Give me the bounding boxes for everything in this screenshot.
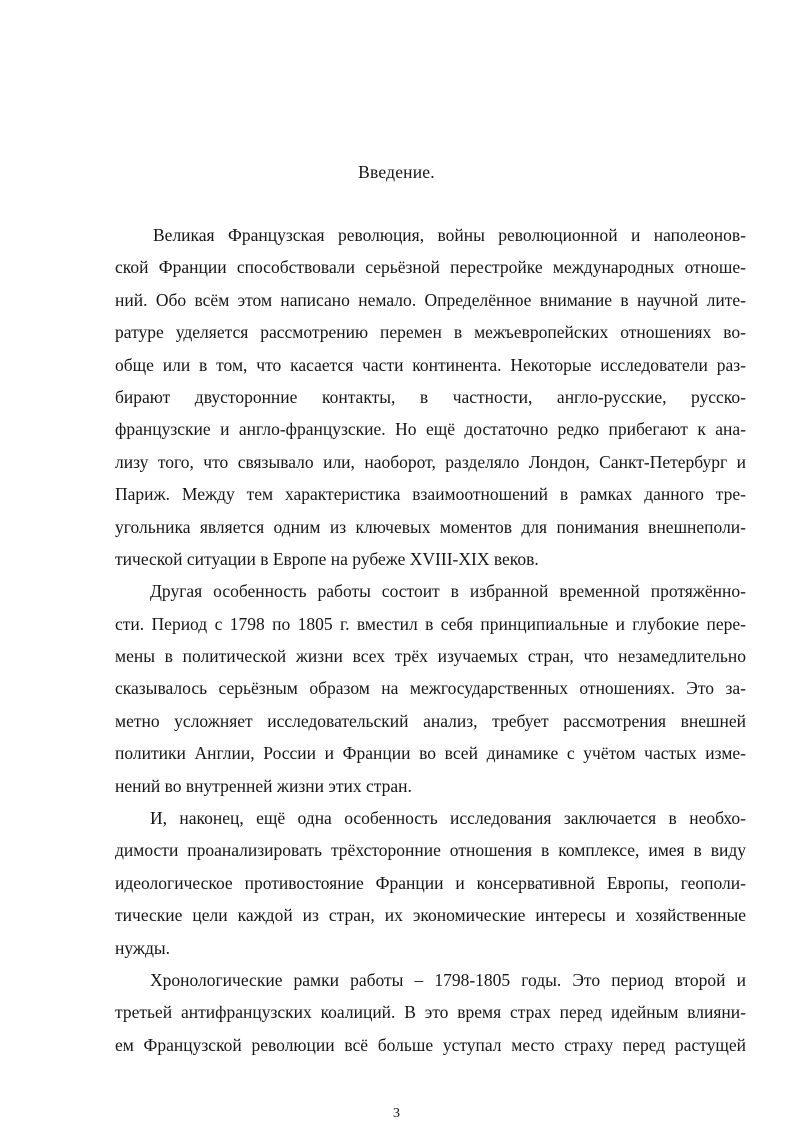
text-line: ратуре уделяется рассмотрению перемен в межъевропейских отношениях во- bbox=[115, 322, 746, 343]
text-line: Другая особенность работы состоит в избранной временной протяжённо- bbox=[150, 581, 746, 602]
text-line: метно усложняет исследовательский анализ, требует рассмотрения внешней bbox=[115, 710, 746, 731]
text-line: ской Франции способствовали серьёзной перестройке международных отноше- bbox=[115, 257, 746, 278]
text-line: Великая Французская революция, войны революционной и наполеонов- bbox=[153, 225, 746, 245]
paragraph-4 bbox=[115, 964, 746, 1061]
paragraph-2 bbox=[115, 575, 746, 802]
text-line: Хронологические рамки работы – 1798-1805 годы. Это период второй и bbox=[150, 969, 746, 990]
text-line: угольника является одним из ключевых моментов для понимания внешнеполи- bbox=[115, 516, 746, 537]
text-line: сти. Период с 1798 по 1805 г. вместил в себя принципиальные и глубокие пере- bbox=[115, 613, 746, 634]
text-line: сказывалось серьёзным образом на межгосударственных отношениях. Это за- bbox=[115, 678, 746, 699]
text-line: идеологическое противостояние Франции и консервативной Европы, геополи- bbox=[115, 872, 746, 893]
text-line: бирают двусторонние контакты, в частности, англо-русские, русско- bbox=[115, 386, 746, 407]
text-line: нужды. bbox=[115, 937, 171, 958]
text-line: димости проанализировать трёхсторонние отношения в комплексе, имея в виду bbox=[115, 840, 746, 861]
text-line: третьей антифранцузских коалиций. В это время страх перед идейным влияни- bbox=[115, 1002, 746, 1023]
body-text bbox=[115, 219, 746, 1061]
paragraph-1 bbox=[115, 219, 746, 575]
text-line: нений во внутренней жизни этих стран. bbox=[115, 775, 412, 796]
text-line: ний. Обо всём этом написано немало. Определённое внимание в научной лите- bbox=[115, 289, 746, 310]
text-line: французские и англо-французские. Но ещё достаточно редко прибегают к ана- bbox=[115, 419, 746, 440]
text-line: лизу того, что связывало или, наоборот, разделяло Лондон, Санкт-Петербург и bbox=[115, 451, 746, 472]
text-line: Париж. Между тем характеристика взаимоотношений в рамках данного тре- bbox=[115, 484, 746, 505]
text-line: мены в политической жизни всех трёх изучаемых стран, что незамедлительно bbox=[115, 646, 746, 667]
text-line: политики Англии, России и Франции во всей динамике с учётом частых изме- bbox=[115, 743, 746, 764]
text-line: обще или в том, что касается части континента. Некоторые исследователи раз- bbox=[115, 354, 746, 375]
text-line: ем Французской революции всё больше уступал место страху перед растущей bbox=[115, 1034, 746, 1055]
page-title: Введение. bbox=[358, 162, 435, 182]
text-line: И, наконец, ещё одна особенность исследования заключается в необхо- bbox=[150, 808, 746, 829]
paragraph-3 bbox=[115, 802, 746, 964]
text-line: тические цели каждой из стран, их экономические интересы и хозяйственные bbox=[115, 905, 746, 926]
text-line: тической ситуации в Европе на рубеже XVIII-XIX веков. bbox=[115, 548, 539, 569]
page-number: 3 bbox=[393, 1106, 400, 1121]
